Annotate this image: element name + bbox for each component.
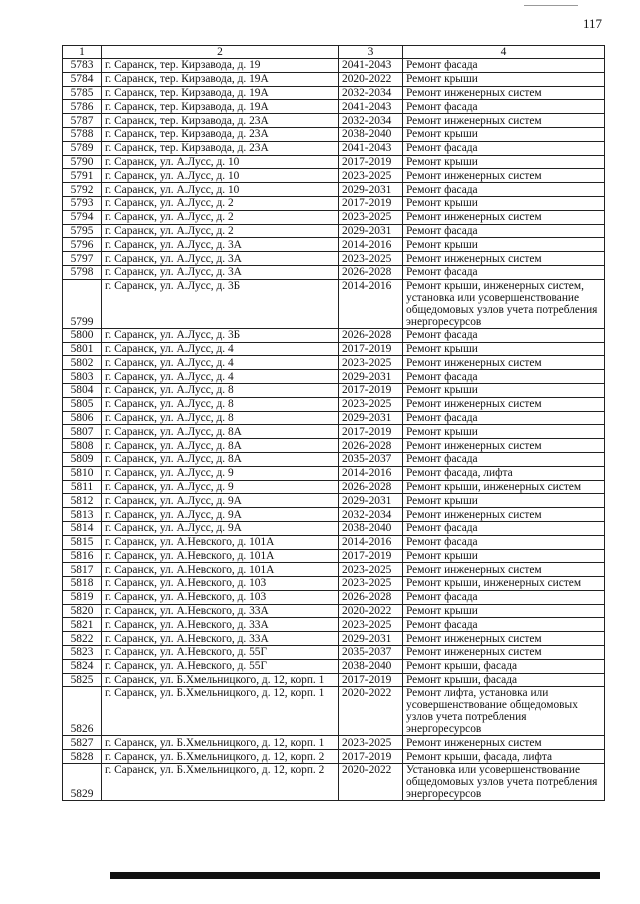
table-row: [63, 452, 605, 466]
cell-period: 2023-2025: [339, 356, 403, 370]
cell-address: г. Саранск, ул. А.Лусс, д. 4: [102, 356, 339, 370]
cell-number: 5790: [63, 155, 102, 169]
cell-address: г. Саранск, ул. А.Лусс, д. 9А: [102, 508, 339, 522]
cell-number: 5785: [63, 86, 102, 100]
table-row: [63, 169, 605, 183]
column-header-address: 2: [102, 46, 339, 59]
cell-number: 5797: [63, 252, 102, 266]
cell-number: 5796: [63, 238, 102, 252]
cell-work: Ремонт фасада: [403, 618, 605, 632]
cell-period: 2026-2028: [339, 439, 403, 453]
page-number: 117: [582, 16, 602, 31]
cell-number: 5811: [63, 480, 102, 494]
cell-number: 5816: [63, 549, 102, 563]
cell-number: 5789: [63, 141, 102, 155]
table-row: [63, 646, 605, 660]
cell-address: г. Саранск, ул. А.Невского, д. 103: [102, 590, 339, 604]
cell-number: 5818: [63, 577, 102, 591]
cell-work: Ремонт инженерных систем: [403, 508, 605, 522]
cell-address: г. Саранск, ул. А.Лусс, д. 2: [102, 196, 339, 210]
cell-period: 2014-2016: [339, 238, 403, 252]
cell-period: 2041-2043: [339, 141, 403, 155]
table-row: [63, 86, 605, 100]
cell-address: г. Саранск, ул. А.Лусс, д. 8А: [102, 452, 339, 466]
table-row: [63, 210, 605, 224]
table-row: [63, 141, 605, 155]
cell-address: г. Саранск, ул. А.Лусс, д. 3Б: [102, 279, 339, 328]
cell-number: 5822: [63, 632, 102, 646]
table-row: [63, 59, 605, 73]
cell-number: 5805: [63, 397, 102, 411]
cell-address: г. Саранск, ул. Б.Хмельницкого, д. 12, корп. 1: [102, 687, 339, 736]
table-row: [63, 618, 605, 632]
cell-period: 2026-2028: [339, 265, 403, 279]
cell-work: Ремонт крыши: [403, 196, 605, 210]
scan-artifact: [524, 5, 578, 6]
cell-period: 2017-2019: [339, 342, 403, 356]
table-header-row: [63, 46, 605, 59]
table-row: [63, 370, 605, 384]
cell-number: 5786: [63, 100, 102, 114]
table-row: [63, 673, 605, 687]
scan-edge-bar: [110, 872, 600, 879]
table-row: [63, 356, 605, 370]
cell-address: г. Саранск, тер. Кирзавода, д. 23А: [102, 141, 339, 155]
cell-number: 5809: [63, 452, 102, 466]
cell-address: г. Саранск, тер. Кирзавода, д. 19А: [102, 100, 339, 114]
table-row: [63, 521, 605, 535]
cell-address: г. Саранск, тер. Кирзавода, д. 19А: [102, 72, 339, 86]
table-row: [63, 549, 605, 563]
cell-address: г. Саранск, ул. А.Лусс, д. 10: [102, 183, 339, 197]
cell-address: г. Саранск, ул. А.Лусс, д. 3Б: [102, 328, 339, 342]
cell-period: 2026-2028: [339, 480, 403, 494]
cell-number: 5826: [63, 687, 102, 736]
cell-work: Установка или усовершенствование общедомовых узлов учета потребления энергоресурсов: [403, 764, 605, 801]
cell-work: Ремонт инженерных систем: [403, 114, 605, 128]
cell-work: Ремонт фасада: [403, 224, 605, 238]
cell-period: 2017-2019: [339, 196, 403, 210]
cell-work: Ремонт инженерных систем: [403, 563, 605, 577]
cell-period: 2023-2025: [339, 397, 403, 411]
cell-number: 5824: [63, 659, 102, 673]
cell-period: 2023-2025: [339, 577, 403, 591]
cell-period: 2038-2040: [339, 521, 403, 535]
cell-address: г. Саранск, тер. Кирзавода, д. 19: [102, 59, 339, 73]
cell-number: 5804: [63, 383, 102, 397]
cell-address: г. Саранск, ул. А.Лусс, д. 9А: [102, 521, 339, 535]
cell-number: 5814: [63, 521, 102, 535]
table-row: [63, 196, 605, 210]
cell-number: 5815: [63, 535, 102, 549]
cell-number: 5798: [63, 265, 102, 279]
cell-period: 2029-2031: [339, 411, 403, 425]
cell-period: 2035-2037: [339, 646, 403, 660]
cell-work: Ремонт инженерных систем: [403, 356, 605, 370]
cell-number: 5793: [63, 196, 102, 210]
column-header-number: 1: [63, 46, 102, 59]
cell-period: 2032-2034: [339, 114, 403, 128]
table-row: [63, 750, 605, 764]
cell-work: Ремонт крыши: [403, 425, 605, 439]
cell-number: 5807: [63, 425, 102, 439]
cell-address: г. Саранск, ул. А.Невского, д. 55Г: [102, 659, 339, 673]
cell-number: 5791: [63, 169, 102, 183]
cell-number: 5799: [63, 279, 102, 328]
cell-work: Ремонт инженерных систем: [403, 439, 605, 453]
cell-number: 5808: [63, 439, 102, 453]
table-row: [63, 127, 605, 141]
cell-address: г. Саранск, ул. Б.Хмельницкого, д. 12, корп. 1: [102, 736, 339, 750]
cell-address: г. Саранск, ул. А.Невского, д. 33А: [102, 604, 339, 618]
cell-work: Ремонт крыши: [403, 72, 605, 86]
cell-address: г. Саранск, ул. А.Лусс, д. 8А: [102, 439, 339, 453]
cell-number: 5828: [63, 750, 102, 764]
cell-period: 2014-2016: [339, 279, 403, 328]
cell-work: Ремонт фасада: [403, 141, 605, 155]
cell-work: Ремонт крыши: [403, 604, 605, 618]
table-row: [63, 72, 605, 86]
cell-work: Ремонт крыши: [403, 342, 605, 356]
cell-period: 2020-2022: [339, 764, 403, 801]
cell-address: г. Саранск, ул. А.Невского, д. 101А: [102, 535, 339, 549]
cell-work: Ремонт фасада: [403, 100, 605, 114]
cell-address: г. Саранск, ул. А.Невского, д. 103: [102, 577, 339, 591]
cell-period: 2023-2025: [339, 210, 403, 224]
cell-address: г. Саранск, ул. А.Лусс, д. 3А: [102, 252, 339, 266]
cell-period: 2029-2031: [339, 370, 403, 384]
cell-number: 5812: [63, 494, 102, 508]
table-row: [63, 114, 605, 128]
cell-address: г. Саранск, ул. А.Лусс, д. 4: [102, 370, 339, 384]
table-row: [63, 687, 605, 736]
table-row: [63, 480, 605, 494]
table-row: [63, 183, 605, 197]
cell-period: 2035-2037: [339, 452, 403, 466]
cell-period: 2020-2022: [339, 604, 403, 618]
cell-number: 5806: [63, 411, 102, 425]
table-row: [63, 411, 605, 425]
cell-work: Ремонт крыши: [403, 127, 605, 141]
cell-work: Ремонт фасада: [403, 328, 605, 342]
table-row: [63, 265, 605, 279]
cell-work: Ремонт крыши, инженерных систем: [403, 480, 605, 494]
cell-number: 5813: [63, 508, 102, 522]
cell-work: Ремонт инженерных систем: [403, 646, 605, 660]
cell-number: 5787: [63, 114, 102, 128]
cell-work: Ремонт фасада: [403, 183, 605, 197]
table-row: [63, 279, 605, 328]
table-row: [63, 535, 605, 549]
cell-address: г. Саранск, ул. А.Лусс, д. 3А: [102, 265, 339, 279]
cell-address: г. Саранск, ул. А.Лусс, д. 8: [102, 411, 339, 425]
cell-number: 5819: [63, 590, 102, 604]
table-row: [63, 383, 605, 397]
cell-work: Ремонт фасада: [403, 452, 605, 466]
cell-work: Ремонт фасада: [403, 521, 605, 535]
cell-number: 5801: [63, 342, 102, 356]
cell-work: Ремонт лифта, установка или усовершенствование общедомовых узлов учета потребления энергоресурсов: [403, 687, 605, 736]
table-row: [63, 425, 605, 439]
cell-address: г. Саранск, ул. Б.Хмельницкого, д. 12, корп. 2: [102, 750, 339, 764]
cell-number: 5823: [63, 646, 102, 660]
table-row: [63, 100, 605, 114]
cell-work: Ремонт инженерных систем: [403, 252, 605, 266]
cell-period: 2041-2043: [339, 100, 403, 114]
cell-number: 5794: [63, 210, 102, 224]
cell-number: 5829: [63, 764, 102, 801]
cell-number: 5800: [63, 328, 102, 342]
cell-address: г. Саранск, ул. А.Лусс, д. 9: [102, 466, 339, 480]
cell-address: г. Саранск, ул. А.Лусс, д. 9А: [102, 494, 339, 508]
cell-period: 2020-2022: [339, 72, 403, 86]
cell-period: 2017-2019: [339, 673, 403, 687]
cell-address: г. Саранск, ул. А.Лусс, д. 9: [102, 480, 339, 494]
table-row: [63, 224, 605, 238]
table-row: [63, 155, 605, 169]
cell-address: г. Саранск, ул. А.Невского, д. 33А: [102, 632, 339, 646]
cell-address: г. Саранск, ул. А.Невского, д. 33А: [102, 618, 339, 632]
table-row: [63, 238, 605, 252]
cell-period: 2017-2019: [339, 155, 403, 169]
table-body: [63, 59, 605, 801]
cell-period: 2029-2031: [339, 224, 403, 238]
cell-address: г. Саранск, ул. Б.Хмельницкого, д. 12, корп. 2: [102, 764, 339, 801]
cell-work: Ремонт фасада, лифта: [403, 466, 605, 480]
table-row: [63, 494, 605, 508]
cell-period: 2032-2034: [339, 86, 403, 100]
cell-address: г. Саранск, ул. А.Невского, д. 101А: [102, 563, 339, 577]
cell-number: 5802: [63, 356, 102, 370]
cell-work: Ремонт фасада: [403, 59, 605, 73]
cell-period: 2023-2025: [339, 736, 403, 750]
cell-period: 2023-2025: [339, 252, 403, 266]
cell-period: 2023-2025: [339, 618, 403, 632]
cell-address: г. Саранск, ул. А.Лусс, д. 4: [102, 342, 339, 356]
table-row: [63, 439, 605, 453]
cell-address: г. Саранск, ул. А.Лусс, д. 10: [102, 169, 339, 183]
cell-number: 5810: [63, 466, 102, 480]
cell-number: 5825: [63, 673, 102, 687]
cell-address: г. Саранск, ул. А.Лусс, д. 8: [102, 383, 339, 397]
cell-address: г. Саранск, ул. А.Лусс, д. 10: [102, 155, 339, 169]
table-row: [63, 659, 605, 673]
cell-work: Ремонт инженерных систем: [403, 736, 605, 750]
cell-number: 5827: [63, 736, 102, 750]
table-row: [63, 604, 605, 618]
cell-work: Ремонт инженерных систем: [403, 632, 605, 646]
table-row: [63, 632, 605, 646]
cell-number: 5784: [63, 72, 102, 86]
cell-work: Ремонт крыши, инженерных систем: [403, 577, 605, 591]
cell-work: Ремонт крыши, инженерных систем, установка или усовершенствование общедомовых узлов учета потребления энергоресурсов: [403, 279, 605, 328]
column-header-period: 3: [339, 46, 403, 59]
cell-number: 5795: [63, 224, 102, 238]
cell-address: г. Саранск, ул. А.Лусс, д. 2: [102, 224, 339, 238]
column-header-work: 4: [403, 46, 605, 59]
cell-work: Ремонт инженерных систем: [403, 397, 605, 411]
cell-work: Ремонт инженерных систем: [403, 210, 605, 224]
table-row: [63, 342, 605, 356]
cell-number: 5783: [63, 59, 102, 73]
cell-address: г. Саранск, ул. А.Невского, д. 55Г: [102, 646, 339, 660]
cell-work: Ремонт инженерных систем: [403, 169, 605, 183]
table-row: [63, 736, 605, 750]
cell-period: 2017-2019: [339, 383, 403, 397]
cell-number: 5821: [63, 618, 102, 632]
table-row: [63, 397, 605, 411]
table-row: [63, 590, 605, 604]
cell-work: Ремонт фасада: [403, 265, 605, 279]
cell-period: 2032-2034: [339, 508, 403, 522]
table-row: [63, 508, 605, 522]
cell-address: г. Саранск, ул. Б.Хмельницкого, д. 12, корп. 1: [102, 673, 339, 687]
cell-address: г. Саранск, тер. Кирзавода, д. 23А: [102, 127, 339, 141]
table-row: [63, 563, 605, 577]
cell-number: 5803: [63, 370, 102, 384]
cell-address: г. Саранск, ул. А.Невского, д. 101А: [102, 549, 339, 563]
cell-period: 2017-2019: [339, 549, 403, 563]
cell-work: Ремонт фасада: [403, 370, 605, 384]
cell-work: Ремонт инженерных систем: [403, 86, 605, 100]
cell-address: г. Саранск, ул. А.Лусс, д. 3А: [102, 238, 339, 252]
cell-address: г. Саранск, тер. Кирзавода, д. 19А: [102, 86, 339, 100]
cell-address: г. Саранск, ул. А.Лусс, д. 8А: [102, 425, 339, 439]
cell-number: 5788: [63, 127, 102, 141]
cell-period: 2038-2040: [339, 127, 403, 141]
cell-work: Ремонт фасада: [403, 590, 605, 604]
cell-address: г. Саранск, ул. А.Лусс, д. 8: [102, 397, 339, 411]
cell-period: 2017-2019: [339, 750, 403, 764]
cell-number: 5792: [63, 183, 102, 197]
cell-work: Ремонт крыши: [403, 238, 605, 252]
table-row: [63, 252, 605, 266]
cell-address: г. Саранск, ул. А.Лусс, д. 2: [102, 210, 339, 224]
cell-work: Ремонт крыши: [403, 549, 605, 563]
cell-period: 2017-2019: [339, 425, 403, 439]
cell-period: 2038-2040: [339, 659, 403, 673]
cell-period: 2014-2016: [339, 535, 403, 549]
cell-address: г. Саранск, тер. Кирзавода, д. 23А: [102, 114, 339, 128]
table-row: [63, 328, 605, 342]
cell-period: 2023-2025: [339, 563, 403, 577]
cell-work: Ремонт фасада: [403, 411, 605, 425]
cell-period: 2026-2028: [339, 328, 403, 342]
cell-number: 5817: [63, 563, 102, 577]
table-row: [63, 466, 605, 480]
cell-period: 2041-2043: [339, 59, 403, 73]
table-row: [63, 577, 605, 591]
cell-period: 2014-2016: [339, 466, 403, 480]
cell-period: 2029-2031: [339, 632, 403, 646]
cell-work: Ремонт крыши, фасада: [403, 659, 605, 673]
table-row: [63, 764, 605, 801]
cell-work: Ремонт крыши: [403, 494, 605, 508]
cell-period: 2026-2028: [339, 590, 403, 604]
cell-number: 5820: [63, 604, 102, 618]
cell-period: 2020-2022: [339, 687, 403, 736]
capital-repair-table: [62, 45, 605, 801]
cell-period: 2023-2025: [339, 169, 403, 183]
cell-period: 2029-2031: [339, 494, 403, 508]
cell-work: Ремонт крыши: [403, 383, 605, 397]
cell-work: Ремонт крыши: [403, 155, 605, 169]
cell-work: Ремонт крыши, фасада: [403, 673, 605, 687]
cell-work: Ремонт крыши, фасада, лифта: [403, 750, 605, 764]
cell-period: 2029-2031: [339, 183, 403, 197]
cell-work: Ремонт фасада: [403, 535, 605, 549]
